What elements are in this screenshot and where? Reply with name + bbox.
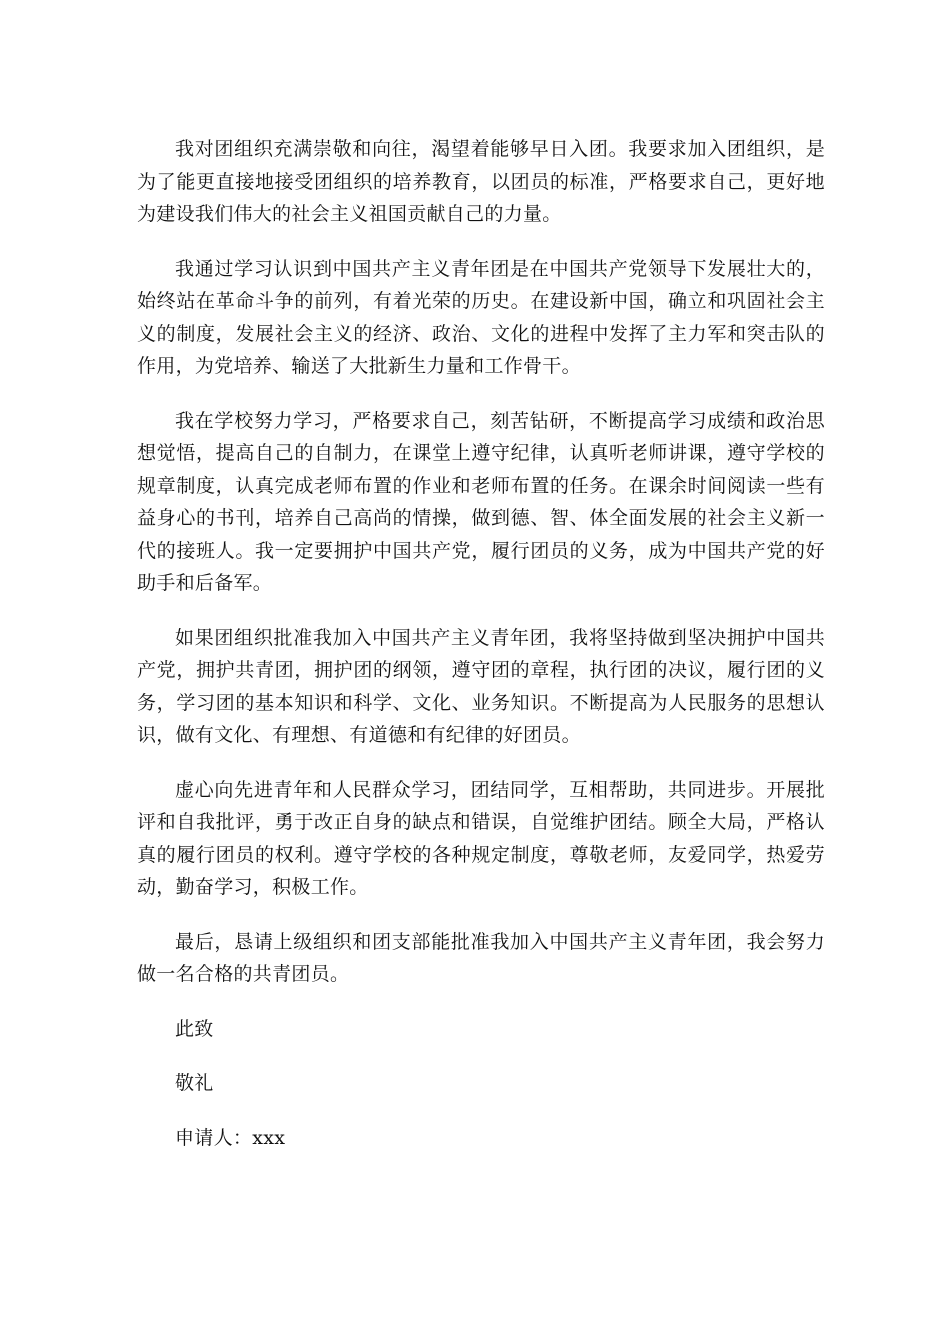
paragraph-1: 我对团组织充满崇敬和向往，渴望着能够早日入团。我要求加入团组织，是为了能更直接地接受团组织的培养教育，以团员的标准，严格要求自己，更好地为建设我们伟大的社会主义祖国贡献自己的力量。 [137,138,825,225]
signature-line: 申请人：xxx [175,1126,286,1149]
closing-respect: 敬礼 [175,1072,214,1094]
paragraph-5: 虚心向先进青年和人民群众学习，团结同学，互相帮助，共同进步。开展批评和自我批评，勇于改正自身的缺点和错误，自觉维护团结。顾全大局，严格认真的履行团员的权利。遵守学校的各种规定制度，尊敬老师，友爱同学，热爱劳动，勤奋学习，积极工作。 [137,778,825,898]
letter-body [137,133,825,1176]
paragraph-4: 如果团组织批准我加入中国共产主义青年团，我将坚持做到坚决拥护中国共产党，拥护共青团，拥护团的纲领，遵守团的章程，执行团的决议，履行团的义务，学习团的基本知识和科学、文化、业务知识。不断提高为人民服务的思想认识，做有文化、有理想、有道德和有纪律的好团员。 [137,626,825,746]
closing-salutation: 此致 [175,1017,214,1040]
paragraph-3: 我在学校努力学习，严格要求自己，刻苦钻研，不断提高学习成绩和政治思想觉悟，提高自己的自制力，在课堂上遵守纪律，认真听老师讲课，遵守学校的规章制度，认真完成老师布置的作业和老师布置的任务。在课余时间阅读一些有益身心的书刊，培养自己高尚的情操，做到德、智、体全面发展的社会主义新一代的接班人。我一定要拥护中国共产党，履行团员的义务，成为中国共产党的好助手和后备军。 [137,409,825,594]
paragraph-2: 我通过学习认识到中国共产主义青年团是在中国共产党领导下发展壮大的，始终站在革命斗争的前列，有着光荣的历史。在建设新中国，确立和巩固社会主义的制度，发展社会主义的经济、政治、文化的进程中发挥了主力军和突击队的作用，为党培养、输送了大批新生力量和工作骨干。 [137,257,825,377]
paragraph-6: 最后，恳请上级组织和团支部能批准我加入中国共产主义青年团，我会努力做一名合格的共青团员。 [137,930,825,985]
